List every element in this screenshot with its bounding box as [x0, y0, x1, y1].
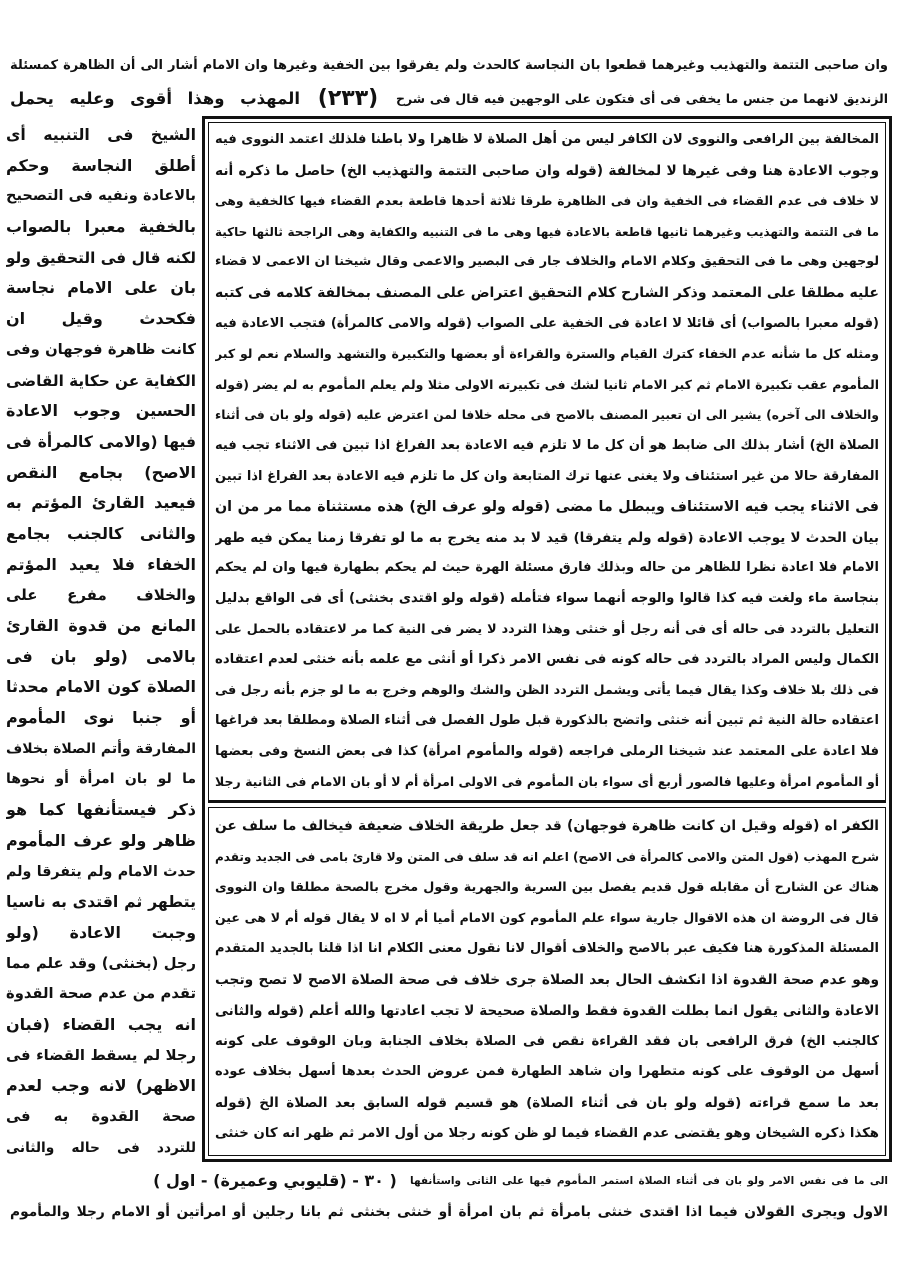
top-margin-line-left: المهذب وهذا أقوى وعليه يحمل: [10, 89, 300, 108]
commentary-line: الصلاة الخ) أشار بذلك الى ضابط هو أن كل ما لا تلزم فيه الاعادة بعد الفراغ اذا تبين فى الاثناء تجب فيه: [215, 437, 879, 453]
page-number: (٢٣٣): [317, 86, 379, 111]
commentary-line: فلا اعادة على المعتمد عند شيخنا الرملى فراجعه (قوله والمأموم امرأة) كذا فى بعض النسخ وفى بعضها: [215, 743, 879, 759]
commentary-line: ومثله كل ما شأنه عدم الخفاء كترك القيام والسترة والقراءة أو بعضها والتكبيرة والتشهد والسلام نعم لو كبر: [215, 346, 879, 362]
bottom-margin-line-with-signature: [10, 1166, 888, 1196]
commentary-line: اعتقاده حالة النية ثم تبين أنه خنثى واتضح بالذكورة قبل طول الفصل فى أثناء الصلاة ومطلقا بعد فراغها: [215, 713, 879, 729]
side-margin-line: للتردد فى حاله والثانى: [6, 1139, 196, 1156]
side-margin-line: أطلق النجاسة وحكم: [6, 155, 196, 175]
side-margin-line: ما لو بان امرأة أو نحوها: [6, 771, 196, 788]
side-margin-line: وجبت الاعادة (ولو: [6, 922, 196, 942]
side-margin-line: الصلاة كون الامام محدثا: [6, 677, 196, 697]
lower-commentary-line: هناك عن الشارح أن مقابله قول قديم يفصل بين السرية والجهرية وقول مخرج بالصحة مطلقا وان النووى: [215, 879, 879, 895]
side-margin-line: والثانى كالجنب بجامع: [6, 523, 196, 543]
top-margin-line: وان صاحبى التتمة والتهذيب وغيرهما قطعوا بان النجاسة كالحدث ولم يفرقوا بين الخفية وغيرها وان الامام أشار الى أن الظاهرة كمسئلة: [10, 58, 888, 73]
side-margin-line: فيعيد القارئ المؤتم به: [6, 493, 196, 513]
side-margin-line: الشيخ فى التنبيه أى: [6, 125, 196, 144]
side-margin-line: الاصح) بجامع النقص: [6, 462, 196, 482]
lower-commentary-line: كالجنب الخ) فرق الرافعى بان فقد القراءة نقص فى الصلاة بخلاف الجنابة وبان الوقوف على كونه: [215, 1033, 879, 1049]
side-margin-line: رجلا لم يسقط القضاء فى: [6, 1046, 196, 1064]
section-divider: [208, 800, 886, 808]
side-margin-line: بالاعادة ونفيه فى التصحيح: [6, 188, 196, 205]
side-margin-line: الحسين وجوب الاعادة: [6, 401, 196, 421]
lower-commentary-line: قال فى الروضة ان هذه الاقوال جارية سواء علم المأموم كون الامام أميا أم لا اه لا يقال قوله أم لا هى عين: [215, 910, 879, 926]
lower-commentary-line: وهو عدم صحة القدوة اذا انكشف الحال بعد الصلاة جرى خلاف فى صحة الصلاة الاصح لا تصح وتجب: [215, 971, 879, 988]
commentary-line: بيان الحدث لا يوجب الاعادة (قوله ولم يتفرقا) قيد لا بد منه يخرج به ما لو تفرقا زمنا يمكن فيه طهر: [215, 529, 879, 546]
side-margin-line: الخفاء فلا يعيد المؤتم: [6, 554, 196, 574]
commentary-line: عليه مطلقا على المعتمد وذكر الشارح كلام التحقيق اعتراض على المصنف بمخالفة كلامه فى كتبه: [215, 284, 879, 301]
side-margin-line: صحة القدوة به فى: [6, 1108, 196, 1125]
commentary-line: المفارقة حالا من غير استئناف ولا يغنى عنها ترك المتابعة وان كل ما تلزم فيه الاعادة بعد الفراغ اذا تبين: [215, 468, 879, 484]
side-margin-line: لكنه قال فى التحقيق ولو: [6, 248, 196, 267]
commentary-line: (قوله معبرا بالصواب) أى قائلا لا اعادة فى الخفية على الصواب (قوله والامى كالمرأة) فتجب الاعادة فيه: [215, 315, 879, 331]
side-margin-line: انه يجب القضاء (فبان: [6, 1014, 196, 1034]
lower-commentary-line: الكفر اه (قوله وقيل ان كانت ظاهرة فوجهان) قد جعل طريقة الخلاف ضعيفة فيخالف ما سلف عن: [215, 818, 879, 834]
lower-commentary-line: شرح المهذب (قول المتن والامى كالمرأة فى الاصح) اعلم انه قد سلف فى المتن ولا قارئ بامى فى الجديد وتقدم: [215, 849, 879, 864]
side-margin-line: ظاهر ولو عرف المأموم: [6, 830, 196, 850]
side-margin-line: أو جنبا نوى المأموم: [6, 708, 196, 728]
side-margin-line: الكفاية عن حكاية القاضى: [6, 371, 196, 390]
side-margin-line: المانع من قدوة القارئ: [6, 616, 196, 635]
commentary-line: والخلاف الى آخره) يشير الى ان تعبير المصنف بالاصح فى محله خلافا لمن اعترض عليه (قوله ولو بان فى أثناء: [215, 408, 879, 423]
top-margin-line-right: الزنديق لانهما من جنس ما يخفى فى أى فتكون على الوجهين فيه قال فى شرح: [396, 91, 888, 106]
commentary-line: بنجاسة ماء ولغت فيه كذا قالوا والوجه أنهما سواء فتأمله (قوله ولو اقتدى بخنثى) أى فى الواقع بدليل: [215, 590, 879, 606]
commentary-line: أو المأموم امرأة وعليها فالصور أربع أى سواء بان المأموم فى الاولى امرأة أم لا أو بان الامام فى الثانية رجلا: [215, 774, 879, 790]
side-margin-line: كانت ظاهرة فوجهان وفى: [6, 340, 196, 358]
commentary-line: ما فى التتمة والتهذيب وغيرهما ثانيها قاطعة بالاعادة فيها وهى ما فى التنبيه والكفاية وهى الراجحة ثالثها حاكية: [215, 224, 879, 239]
commentary-line: فى ذلك بلا خلاف وكذا يقال فيما يأتى ويشمل التردد الظن والشك والوهم وخرج به ما لو جزم بأنه رجل فى: [215, 682, 879, 698]
side-margin-line: المفارقة وأتم الصلاة بخلاف: [6, 740, 196, 757]
lower-commentary-line: أسهل من الوقوف على كونه متطهرا وان شاهد الطهارة فمن عروض الحدث بعدها أسهل بخلاف عوده: [215, 1064, 879, 1080]
side-margin-line: الاظهر) لانه وجب لعدم: [6, 1076, 196, 1096]
commentary-line: وجوب الاعادة هنا وفى غيرها لا لمخالفة (قوله وان صاحبى التتمة والتهذيب الخ) حاصل ما ذكره أنه: [215, 162, 879, 179]
side-margin-column: [6, 120, 196, 1164]
commentary-line: لا خلاف فى عدم القضاء فى الخفية وان فى الظاهرة طرقا ثلاثة أحدها قاطعة بعدم القضاء فيها كالخفية وهى: [215, 194, 879, 209]
commentary-line: الكمال وليس المراد بالتردد فى حاله كونه فى نفس الامر ذكرا أو أنثى مع علمه بأنه خنثى لعدم اعتقاده: [215, 652, 879, 668]
bottom-margin-line: الاول ويجرى القولان فيما اذا اقتدى خنثى بامرأة ثم بان امرأة أو خنثى بخنثى ثم بانا رجلين أو امرأتين أو الامام رجلا والمأموم: [10, 1204, 888, 1220]
lower-commentary-line: هكذا ذكره الشيخان وهو يقتضى عدم القضاء فيما لو ظن كونه رجلا من أول الامر ثم ظهر انه كان خنثى: [215, 1125, 879, 1141]
commentary-line: المأموم عقب تكبيرة الامام ثم كبر الامام ثانيا لشك فى تكبيرته الاولى مثلا ولم يعلم المأموم به لم يضر (قوله: [215, 376, 879, 392]
lower-commentary-line: بعد ما سمع قراءته (قوله ولو بان فى أثناء الصلاة) هو قسيم قوله السابق بعد الصلاة الخ (قوله: [215, 1095, 879, 1112]
lower-commentary: [215, 811, 879, 1151]
side-margin-line: رجل (بخنثى) وقد علم مما: [6, 954, 196, 972]
commentary-line: الامام فلا اعادة نظرا للظاهر من حاله وبذلك فارق مسئلة الهرة حيث لم يحكم بطهارة فيها وان لم يحكم: [215, 560, 879, 576]
bottom-margin-line: الى ما فى نفس الامر ولو بان فى أثناء الصلاة استمر المأموم فيها على الثانى واستأنفها: [410, 1175, 888, 1187]
side-margin-line: والخلاف مفرع على: [6, 586, 196, 605]
signature-mark: ( ٣٠ - (قليوبي وعميرة) - اول ): [153, 1171, 397, 1190]
side-margin-line: فيها (والامى كالمرأة فى: [6, 432, 196, 451]
lower-commentary-line: الاعادة والثانى يقول انما بطلت القدوة فقط والصلاة صحيحة لا تجب اعادتها والله أعلم (قوله والثانى: [215, 1002, 879, 1019]
commentary-line: المخالفة بين الرافعى والنووى لان الكافر ليس من أهل الصلاة لا ظاهرا ولا باطنا فلذلك اعتمد النووى فيه: [215, 132, 879, 147]
side-margin-line: يتطهر ثم اقتدى به ناسيا: [6, 892, 196, 912]
commentary-frame: [202, 116, 892, 1162]
commentary-line: لوجهين وهى ما فى التحقيق وكلام الامام والخلاف جار فى البصير والاعمى وقال شيخنا ان الاعمى لا قضاء: [215, 254, 879, 270]
commentary-line: فى الاثناء يجب فيه الاستئناف ويبطل ما مضى (قوله ولو عرف الخ) هذه مستثناة مما مر من ان: [215, 499, 879, 516]
side-margin-line: ذكر فيستأنفها كما هو: [6, 800, 196, 820]
top-margin-line-with-page-number: [10, 83, 888, 115]
side-margin-line: بالامى (ولو بان فى: [6, 646, 196, 666]
upper-commentary: [215, 125, 879, 799]
side-margin-line: حدث الامام ولم يتفرقا ولم: [6, 863, 196, 880]
side-margin-line: فكحدث وقيل ان: [6, 309, 196, 329]
side-margin-line: تقدم من عدم صحة القدوة: [6, 985, 196, 1003]
side-margin-line: بالخفية معبرا بالصواب: [6, 217, 196, 237]
lower-commentary-line: المسئلة المذكورة هنا فكيف عبر بالاصح والخلاف أقوال لانا نقول معنى الكلام انا اذا قلنا بالجديد المتقدم: [215, 941, 879, 957]
commentary-line: التعليل بالتردد فى حاله أى فى أنه رجل أو خنثى وهذا التردد لا يضر فى النية كما مر لاعتقاده بالحمل على: [215, 621, 879, 637]
side-margin-line: بان على الامام نجاسة: [6, 278, 196, 298]
